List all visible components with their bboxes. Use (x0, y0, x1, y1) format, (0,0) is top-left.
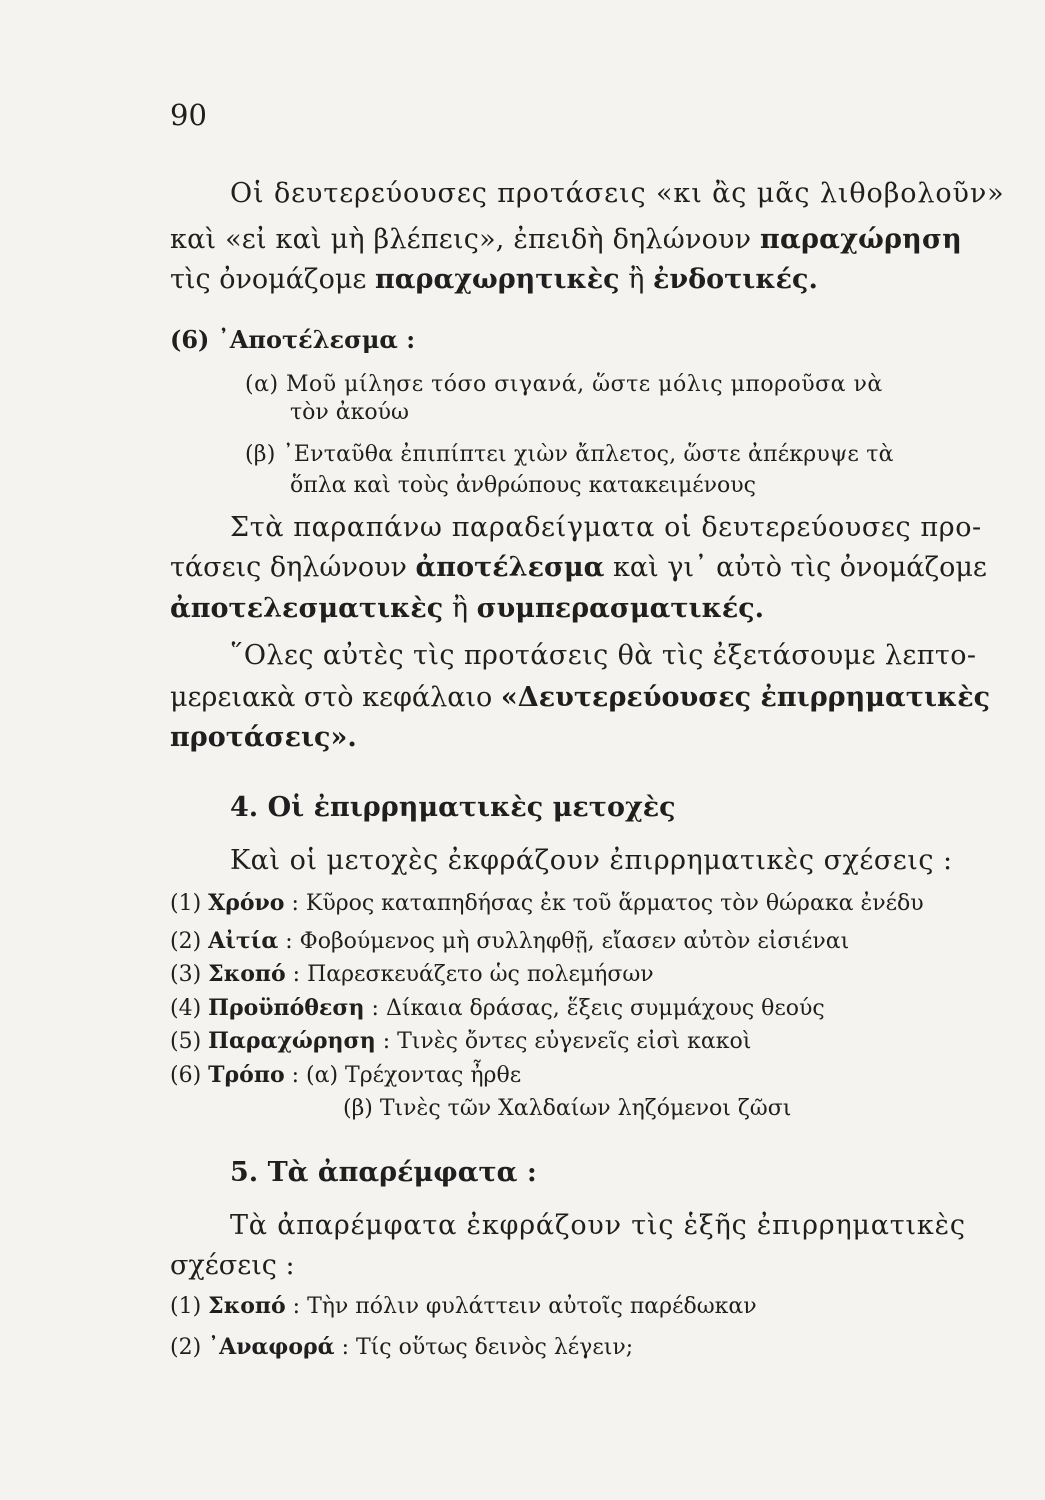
para3-line1: ῞Ολες αὐτὲς τὶς προτάσεις θὰ τὶς ἐξετάσουμε λεπτο- (230, 640, 977, 671)
para2-or: ἢ (443, 593, 477, 624)
participle-item-example: : Δίκαια δράσας, ἕξεις συμμάχους θεούς (364, 996, 825, 1021)
infinitive-item-number: (2) (170, 1335, 202, 1360)
para1-line3-text: τὶς ὀνομάζομε (170, 264, 375, 295)
section4-title: 4. Οἱ ἐπιρρηματικὲς μετοχὲς (230, 792, 676, 823)
section6-example-b-line2: ὅπλα καὶ τοὺς ἀνθρώπους κατακειμένους (290, 473, 756, 498)
para2-term-result: ἀποτελεσματικὲς (170, 593, 444, 624)
para3-line3: προτάσεις». (170, 722, 357, 753)
para2-result-term: ἀποτέλεσμα (415, 552, 605, 583)
para1-term-endotic: ἐνδοτικές. (652, 264, 818, 295)
para1-or: ἢ (619, 264, 653, 295)
para1-line1 (230, 178, 1005, 210)
participle-item-example: : Παρεσκευάζετο ὡς πολεμήσων (285, 962, 654, 987)
section4-intro: Καὶ οἱ μετοχὲς ἐκφράζουν ἐπιρρηματικὲς σχέσεις : (230, 845, 953, 876)
para1-term-concessive: παραχωρητικὲς (374, 264, 620, 295)
participle-item-label: Προϋπόθεση (208, 995, 365, 1021)
infinitive-item-label: ᾿Αναφορά (208, 1334, 335, 1360)
infinitive-item-number: (1) (170, 1294, 202, 1319)
para2-line2 (170, 552, 987, 584)
para1-concession-term: παραχώρηση (760, 224, 962, 255)
participle-item-number: (6) (170, 1063, 202, 1088)
participle-item-label: Τρόπο (208, 1062, 285, 1088)
para3-line2 (170, 682, 990, 714)
infinitive-item-example: : Τίς οὕτως δεινὸς λέγειν; (334, 1335, 634, 1360)
para1-line3 (170, 264, 818, 296)
participle-item-label: Αἰτία (208, 928, 279, 954)
para3-line2-text: μερειακὰ στὸ κεφάλαιο (170, 682, 501, 713)
section6-title: (6) ᾿Αποτέλεσμα : (170, 325, 416, 354)
para1-line2-text: καὶ «εἰ καὶ μὴ βλέπεις», ἐπειδὴ δηλώνουν (170, 224, 761, 255)
participle-item-example: : (α) Τρέχοντας ἦρθε (284, 1063, 522, 1088)
para1-line1-text: Οἱ δευτερεύουσες προτάσεις «κι ἂς μᾶς λιθοβολοῦν» (230, 178, 1005, 209)
para2-line2-text: τάσεις δηλώνουν (170, 552, 416, 583)
participle-item-example: : Φοβούμενος μὴ συλληφθῇ, εἴασεν αὐτὸν εἰσιέναι (278, 929, 850, 954)
section5-intro-line2: σχέσεις : (170, 1250, 295, 1281)
participle-item-number: (1) (170, 891, 202, 916)
participle-item-label: Χρόνο (208, 890, 285, 916)
infinitive-item (170, 1333, 633, 1362)
section6-example-b-line1: (β) ᾿Ενταῦθα ἐπιπίπτει χιὼν ἄπλετος, ὥστε ἀπέκρυψε τὰ (245, 442, 894, 467)
participle-item-label: Σκοπό (208, 961, 286, 987)
para2-line1: Στὰ παραπάνω παραδείγματα οἱ δευτερεύουσες προ- (230, 512, 982, 543)
infinitive-item-example: : Τὴν πόλιν φυλάττειν αὐτοῖς παρέδωκαν (285, 1294, 757, 1319)
participle-item-number: (4) (170, 996, 202, 1021)
participle-item-example: : Κῦρος καταπηδήσας ἐκ τοῦ ἅρματος τὸν θώρακα ἐνέδυ (284, 891, 924, 916)
section5-intro-line1: Τὰ ἀπαρέμφατα ἐκφράζουν τὶς ἑξῆς ἐπιρρηματικὲς (230, 1210, 966, 1241)
section6-example-a-line2: τὸν ἀκούω (290, 400, 409, 425)
para3-chapter-reference: «Δευτερεύουσες ἐπιρρηματικὲς (500, 682, 991, 713)
participle-item-number: (5) (170, 1029, 202, 1054)
page-number: 90 (170, 98, 207, 132)
section6-example-a-line1: (α) Μοῦ μίλησε τόσο σιγανά, ὥστε μόλις μποροῦσα νὰ (245, 372, 883, 397)
participle-item (170, 889, 924, 918)
participle-item-example: : Τινὲς ὄντες εὐγενεῖς εἰσὶ κακοὶ (375, 1029, 752, 1054)
participle-item (170, 927, 849, 956)
participle-item (170, 960, 654, 989)
infinitive-item (170, 1292, 757, 1321)
participle-item (170, 1061, 521, 1090)
para2-line3 (170, 593, 764, 625)
participle-item-number: (3) (170, 962, 202, 987)
para2-line2-rest: καὶ γι᾿ αὐτὸ τὶς ὀνομάζομε (604, 552, 987, 583)
participle-item (170, 1027, 751, 1056)
participle-item-number: (2) (170, 929, 202, 954)
participle-item6-b: (β) Τινὲς τῶν Χαλδαίων ληζόμενοι ζῶσι (343, 1096, 792, 1121)
participle-item-label: Παραχώρηση (208, 1028, 376, 1054)
para2-term-conclusive: συμπερασματικές. (476, 593, 765, 624)
para1-line2 (170, 224, 962, 256)
section5-title: 5. Τὰ ἀπαρέμφατα : (230, 1157, 537, 1188)
infinitive-item-label: Σκοπό (208, 1293, 286, 1319)
participle-item (170, 994, 825, 1023)
